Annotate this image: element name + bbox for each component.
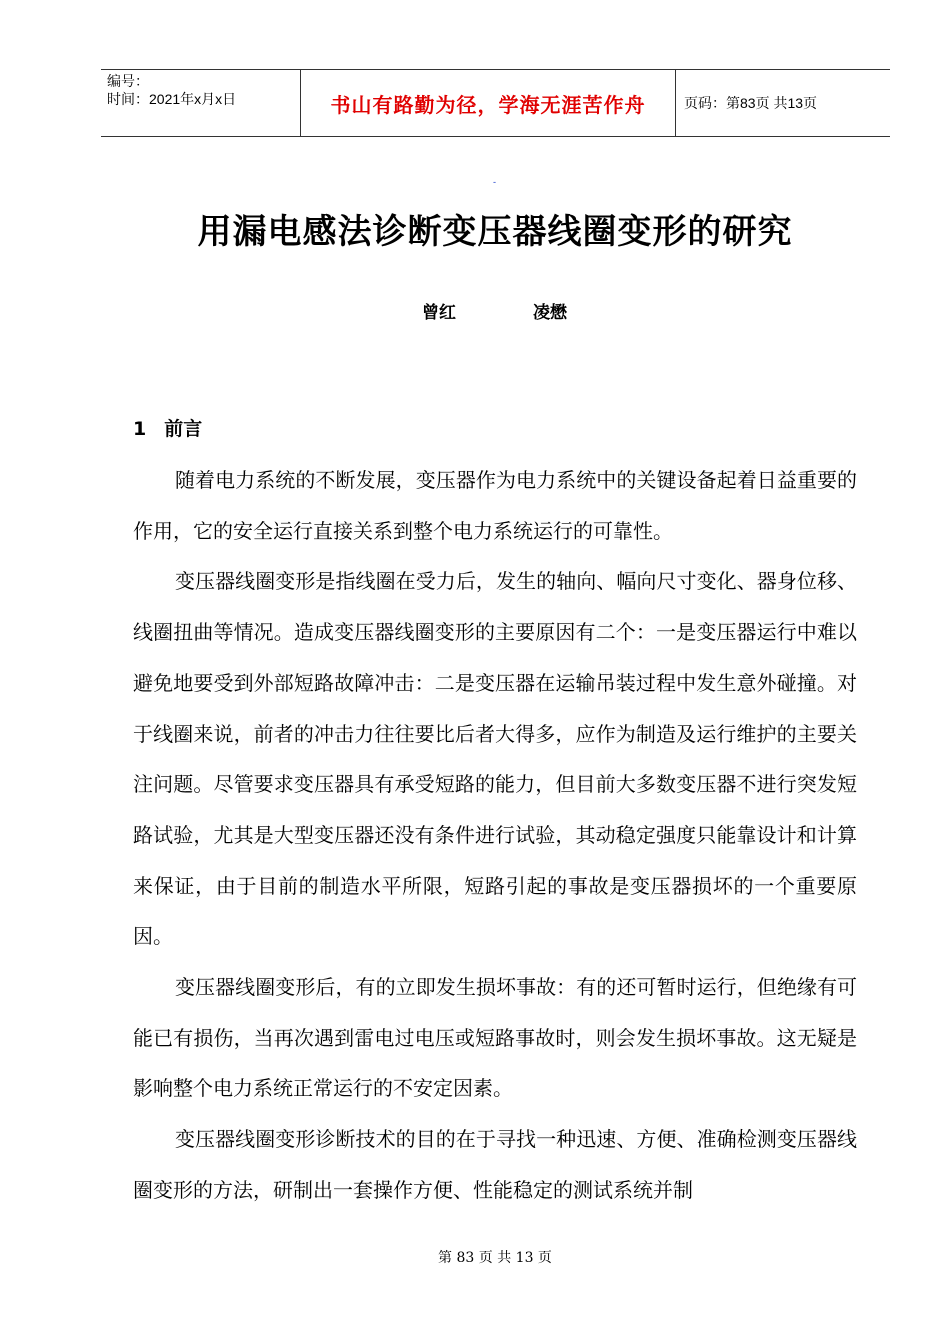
page-header [101,69,890,137]
author-1: 曾红 [422,303,456,323]
header-motto: 书山有路勤为径，学海无涯苦作舟 [330,92,646,117]
document-title: 用漏电感法诊断变压器线圈变形的研究 [197,212,793,252]
body-text [133,455,857,1216]
header-meta [101,70,301,136]
header-page-cell [676,70,890,136]
paragraph: 随着电力系统的不断发展，变压器作为电力系统中的关键设备起着日益重要的作用，它的安全运行直接关系到整个电力系统运行的可靠性。 [133,468,857,543]
small-mark: - [493,178,497,188]
author-2: 凌懋 [533,303,567,323]
section-number: 1 [133,418,147,440]
paragraph: 变压器线圈变形是指线圈在受力后，发生的轴向、幅向尺寸变化、器身位移、线圈扭曲等情况。造成变压器线圈变形的主要原因有二个：一是变压器运行中难以避免地要受到外部短路故障冲击：二是变压器在运输吊装过程中发生意外碰撞。对于线圈来说，前者的冲击力往往要比后者大得多，应作为制造及运行维护的主要关注问题。尽管要求变压器具有承受短路的能力，但目前大多数变压器不进行突发短路试验，尤其是大型变压器还没有条件进行试验，其动稳定强度只能靠设计和计算来保证，由于目前的制造水平所限，短路引起的事故是变压器损坏的一个重要原因。 [133,569,857,949]
header-page-label: 页码：第83页 共13页 [684,95,818,111]
header-time: 时间：2021年x月x日 [107,91,237,107]
section-heading [133,414,202,441]
header-number: 编号： [107,73,149,89]
header-motto-cell [301,70,676,136]
paragraph: 变压器线圈变形后，有的立即发生损坏事故：有的还可暂时运行，但绝缘有可能已有损伤，当再次遇到雷电过电压或短路事故时，则会发生损坏事故。这无疑是影响整个电力系统正常运行的不安定因素。 [133,975,857,1101]
section-title: 前言 [164,418,203,440]
page-footer: 第 83 页 共 13 页 [438,1250,552,1266]
paragraph: 变压器线圈变形诊断技术的目的在于寻找一种迅速、方便、准确检测变压器线圈变形的方法，研制出一套操作方便、性能稳定的测试系统并制 [133,1127,857,1202]
